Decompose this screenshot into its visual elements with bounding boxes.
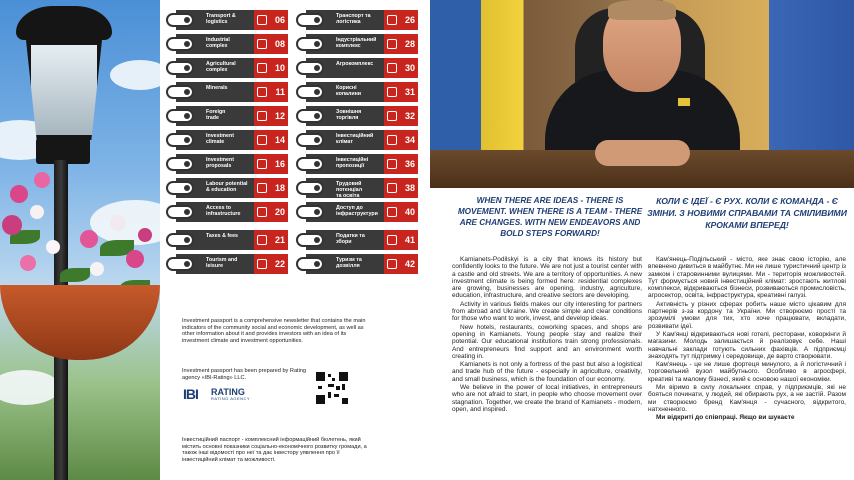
page-number: 12	[274, 111, 285, 121]
page-number: 28	[404, 39, 415, 49]
page-number: 22	[274, 259, 285, 269]
closing-line: Ми відкриті до співпраці. Якщо ви шукаєте	[656, 414, 795, 422]
toc-item-right[interactable]	[296, 58, 420, 78]
toc-item-left[interactable]	[166, 202, 290, 222]
body-column-ua	[648, 256, 846, 423]
page-number: 31	[404, 87, 415, 97]
section-icon	[257, 259, 267, 269]
prepared-by: Investment passport has been prepared by Rating agency «IBI-Rating» LLC.	[182, 368, 307, 381]
toggle-tab-icon	[296, 233, 324, 247]
toggle-tab-icon	[296, 85, 324, 99]
toc-label: Industrial complex	[176, 34, 254, 54]
toc-label: Transport & logistics	[176, 10, 254, 30]
toggle-tab-icon	[166, 205, 194, 219]
body-paragraph: Kamianets-Podilskyi is a city that knows its history but confidently looks to the future. We are not just a tourist center with a castle and old streets. We are a territory of opportunities. A new investment climate is being formed here: residential complexes are growing, businesses are opening, industry, agriculture, education, infrastructure, and creative sectors are developing.	[452, 256, 642, 300]
toc-page-number	[384, 10, 418, 30]
table-of-contents	[160, 0, 430, 480]
toggle-tab-icon	[166, 233, 194, 247]
toc-label: Minerals	[176, 82, 254, 102]
toc-item-right[interactable]	[296, 254, 420, 274]
toc-item-left[interactable]	[166, 82, 290, 102]
body-paragraph: Ми віримо в силу локальних справ, у підприємців, які не бояться починати, у людей, які обирають рух, а не застій. Разом ми створюємо бренд Кам'янця - сучасного, відкритого, натхненного.	[648, 384, 846, 413]
section-icon	[257, 39, 267, 49]
toc-page-number	[254, 178, 288, 198]
toc-page-number	[254, 130, 288, 150]
toc-item-right[interactable]	[296, 178, 420, 198]
page-number: 20	[274, 207, 285, 217]
toggle-tab-icon	[296, 133, 324, 147]
qr-code-icon[interactable]	[316, 372, 348, 404]
toc-label: Агрокомплекс	[306, 58, 384, 78]
toc-item-left[interactable]	[166, 178, 290, 198]
section-icon	[387, 207, 397, 217]
section-icon	[387, 259, 397, 269]
page-number: 26	[404, 15, 415, 25]
body-paragraph: New hotels, restaurants, coworking spaces, and shops are opening in Kamianets. Young people stay and realize their potential. Our educational institutions train strong professionals. And entrepreneurs find support and an environment worth creating in.	[452, 323, 642, 360]
about-passport-en: Investment passport is a comprehensive newsletter that contains the main indicators of the community social and economic development, as well as other information about it and provides investors with an idea of its investment climate and investment opportunities.	[182, 318, 366, 344]
toc-label: Investment climate	[176, 130, 254, 150]
street-lamp-photo	[0, 0, 160, 480]
toc-item-right[interactable]	[296, 130, 420, 150]
toc-page-number	[254, 230, 288, 250]
toc-label: Інвестиційний клімат	[306, 130, 384, 150]
toggle-tab-icon	[166, 85, 194, 99]
section-icon	[387, 183, 397, 193]
toggle-tab-icon	[296, 157, 324, 171]
page-number: 30	[404, 63, 415, 73]
toc-item-left[interactable]	[166, 34, 290, 54]
page-number: 16	[274, 159, 285, 169]
toc-label: Agricultural complex	[176, 58, 254, 78]
toggle-tab-icon	[166, 109, 194, 123]
section-icon	[257, 63, 267, 73]
toc-item-right[interactable]	[296, 10, 420, 30]
toggle-tab-icon	[166, 13, 194, 27]
section-icon	[387, 235, 397, 245]
toggle-tab-icon	[166, 181, 194, 195]
toggle-tab-icon	[296, 257, 324, 271]
body-paragraph: We believe in the power of local initiatives, in entrepreneurs who are not afraid to start, in people who choose movement over stagnation. Together, we create the brand of Kamianets - modern, open, and inspired.	[452, 384, 642, 413]
toc-label: Labour potential & education	[176, 178, 254, 198]
mayor-portrait-photo	[430, 0, 854, 188]
toc-page-number	[254, 154, 288, 174]
section-icon	[387, 159, 397, 169]
toggle-tab-icon	[296, 13, 324, 27]
toc-label: Транспорт та логістика	[306, 10, 384, 30]
page-number: 10	[274, 63, 285, 73]
toggle-tab-icon	[296, 109, 324, 123]
toggle-tab-icon	[166, 37, 194, 51]
body-paragraph: У Кам'янці відкриваються нові готелі, ресторани, коворкінги й магазини. Молодь залишається й реалізовує себе. Наші навчальні заклади готують сильних фахівців. А підприємці знаходять тут підтримку і середовище, де варто створювати.	[648, 330, 846, 360]
toggle-tab-icon	[166, 257, 194, 271]
toc-item-left[interactable]	[166, 10, 290, 30]
toc-item-right[interactable]	[296, 230, 420, 250]
toc-item-right[interactable]	[296, 34, 420, 54]
section-icon	[387, 135, 397, 145]
page-number: 11	[275, 87, 285, 97]
toc-page-number	[384, 34, 418, 54]
page-number: 41	[404, 235, 415, 245]
page-number: 42	[404, 259, 415, 269]
toc-page-number	[254, 82, 288, 102]
page-number: 08	[274, 39, 285, 49]
body-paragraph: Kamianets is not only a fortress of the past but also a logistical and trade hub of the future - especially in agriculture, creativity, and small business, which is the foundation of our economy.	[452, 361, 642, 383]
toc-item-left[interactable]	[166, 254, 290, 274]
toc-page-number	[384, 82, 418, 102]
body-paragraph: Кам'янець-Подільський - місто, яке знає свою історію, але впевнено дивиться в майбутнє. Ми не лише туристичний центр із замком і старовинними вулицями. Ми - територія можливостей. Тут формується новий інвестиційний клімат: зростають житлові комплекси, відкриваються бізнеси, розвиваються промисловість, агросектор, освіта, інфраструктура, креативні галузі.	[648, 256, 846, 300]
body-paragraph: Кам'янець - це не лише фортеця минулого, а й логістичний і торговельний вузол майбутнього. Особливо в агросфері, креативі та малому бізнесі, який є основою нашої економіки.	[648, 361, 846, 383]
toc-label: Індустріальний комплекс	[306, 34, 384, 54]
toc-label: Туризм та дозвілля	[306, 254, 384, 274]
section-icon	[387, 87, 397, 97]
toc-label: Податки та збори	[306, 230, 384, 250]
body-column-en	[452, 256, 642, 414]
toggle-tab-icon	[296, 181, 324, 195]
page-number: 32	[404, 111, 415, 121]
page-number: 40	[404, 207, 415, 217]
toggle-tab-icon	[166, 133, 194, 147]
toc-item-left[interactable]	[166, 58, 290, 78]
toc-page-number	[384, 154, 418, 174]
toc-item-right[interactable]	[296, 106, 420, 126]
section-icon	[257, 135, 267, 145]
toc-page-number	[254, 202, 288, 222]
toc-page-number	[384, 106, 418, 126]
toc-label: Доступ до інфраструктури	[306, 202, 384, 222]
page-number: 21	[274, 235, 285, 245]
toggle-tab-icon	[296, 37, 324, 51]
toc-label: Інвестиційні пропозиції	[306, 154, 384, 174]
page-number: 06	[274, 15, 285, 25]
toc-page-number	[384, 202, 418, 222]
section-icon	[257, 159, 267, 169]
toggle-tab-icon	[296, 205, 324, 219]
section-icon	[257, 15, 267, 25]
toc-page-number	[254, 34, 288, 54]
section-icon	[257, 207, 267, 217]
toc-page-number	[254, 106, 288, 126]
toc-label: Трудовий потенціал та освіта	[306, 178, 384, 198]
section-icon	[257, 183, 267, 193]
toc-page-number	[254, 254, 288, 274]
headline-ua: КОЛИ Є ІДЕЇ - Є РУХ. КОЛИ Є КОМАНДА - Є ЗМІНИ. З НОВИМИ СПРАВАМИ ТА СМІЛИВИМИ КРОКАМИ ВПЕРЕД!	[647, 196, 847, 230]
toggle-tab-icon	[166, 157, 194, 171]
section-icon	[257, 235, 267, 245]
toc-item-left[interactable]	[166, 106, 290, 126]
toc-page-number	[254, 58, 288, 78]
headline-en: WHEN THERE ARE IDEAS - THERE IS MOVEMENT. WHEN THERE IS A TEAM - THERE ARE CHANGES. WITH NEW ENDEAVORS AND BOLD STEPS FORWARD!	[457, 196, 643, 238]
about-passport-ua: Інвестиційний паспорт - комплексний інформаційний бюлетень, який містить основні показники соціально-економічного розвитку громади, а також інші відомості про неї та дає інвестору уявлення про її інвестиційний клімат та можливості.	[182, 437, 367, 463]
page-number: 34	[404, 135, 415, 145]
body-paragraph: Активність у різних сферах робить наше місто цікавим для партнерів з-за кордону та України. Ми створюємо прості та зрозумілі умови для тих, хто хоче працювати, вкладати, розвивати ідеї.	[648, 300, 846, 330]
toc-item-left[interactable]	[166, 230, 290, 250]
section-icon	[387, 111, 397, 121]
toc-page-number	[384, 230, 418, 250]
toc-label: Investment proposals	[176, 154, 254, 174]
toc-label: Tourism and leisure	[176, 254, 254, 274]
toc-label: Access to infrastructure	[176, 202, 254, 222]
toc-page-number	[384, 130, 418, 150]
page-number: 36	[404, 159, 415, 169]
toc-page-number	[384, 254, 418, 274]
body-paragraph: Activity in various fields makes our city interesting for partners from abroad and Ukraine. We create simple and clear conditions for those who want to work, invest, and develop ideas.	[452, 300, 642, 323]
section-icon	[257, 87, 267, 97]
page-number: 14	[274, 135, 285, 145]
toggle-tab-icon	[166, 61, 194, 75]
toggle-tab-icon	[296, 61, 324, 75]
section-icon	[387, 63, 397, 73]
section-icon	[387, 15, 397, 25]
toc-page-number	[254, 10, 288, 30]
page-number: 38	[404, 183, 415, 193]
ibi-rating-logo: IBI RATING RATING AGENCY	[183, 386, 251, 402]
toc-page-number	[384, 178, 418, 198]
toc-item-right[interactable]	[296, 202, 420, 222]
toc-page-number	[384, 58, 418, 78]
toc-item-left[interactable]	[166, 130, 290, 150]
toc-item-right[interactable]	[296, 154, 420, 174]
toc-label: Taxes & fees	[176, 230, 254, 250]
section-icon	[257, 111, 267, 121]
toc-label: Foreign trade	[176, 106, 254, 126]
toc-label: Зовнішня торгівля	[306, 106, 384, 126]
toc-item-left[interactable]	[166, 154, 290, 174]
section-icon	[387, 39, 397, 49]
page-number: 18	[274, 183, 285, 193]
toc-item-right[interactable]	[296, 82, 420, 102]
toc-label: Корисні копалини	[306, 82, 384, 102]
